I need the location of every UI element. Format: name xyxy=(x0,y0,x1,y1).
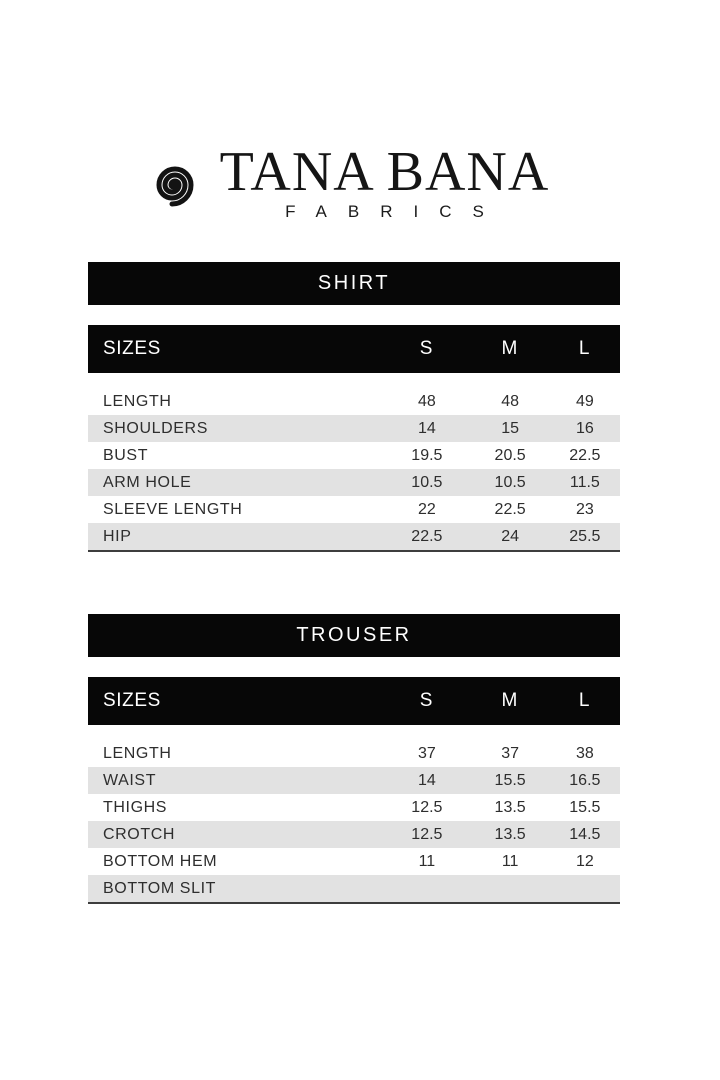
measurement-label: BOTTOM HEM xyxy=(103,852,218,870)
table-row xyxy=(88,388,620,415)
sizes-header-label: SIZES xyxy=(103,338,161,359)
table-row xyxy=(88,767,620,794)
measurement-label: SLEEVE LENGTH xyxy=(103,500,243,518)
table-row xyxy=(88,848,620,875)
brand-logo-inner xyxy=(143,141,550,222)
size-column-s: S xyxy=(419,690,434,711)
trouser-section xyxy=(88,614,620,904)
size-column-m: M xyxy=(501,338,519,359)
measurement-value: 22.5 xyxy=(494,500,526,518)
measurement-value: 38 xyxy=(575,744,594,762)
measurement-value: 25.5 xyxy=(569,527,601,545)
brand-name: TANA BANA xyxy=(219,141,550,203)
measurement-value: 10.5 xyxy=(411,473,443,491)
measurement-value: 10.5 xyxy=(494,473,526,491)
measurement-value: 24 xyxy=(501,527,520,545)
measurement-label: BUST xyxy=(103,446,149,464)
measurement-label: CROTCH xyxy=(103,825,176,843)
measurement-value: 16 xyxy=(575,419,594,437)
measurement-value: 19.5 xyxy=(411,446,443,464)
table-row xyxy=(88,821,620,848)
measurement-value: 11 xyxy=(418,852,436,870)
size-column-m: M xyxy=(501,690,519,711)
measurement-value: 13.5 xyxy=(494,825,526,843)
measurement-label: WAIST xyxy=(103,771,157,789)
sizes-header-label: SIZES xyxy=(103,690,161,711)
measurement-label: LENGTH xyxy=(103,392,172,410)
measurement-value: 37 xyxy=(417,744,436,762)
measurement-label: HIP xyxy=(103,527,132,545)
measurement-label: SHOULDERS xyxy=(103,419,208,437)
measurement-value: 22.5 xyxy=(411,527,443,545)
table-row xyxy=(88,794,620,821)
measurement-value: 12.5 xyxy=(411,825,443,843)
measurement-value: 12 xyxy=(575,852,594,870)
measurement-label: ARM HOLE xyxy=(103,473,192,491)
measurement-value: 12.5 xyxy=(411,798,443,816)
shirt-table-rows xyxy=(88,388,620,552)
table-row xyxy=(88,442,620,469)
measurement-value: 15.5 xyxy=(494,771,526,789)
trouser-table-rows xyxy=(88,740,620,904)
trouser-sizes-header xyxy=(88,677,620,725)
table-row xyxy=(88,496,620,523)
size-column-s: S xyxy=(419,338,434,359)
measurement-value: 22 xyxy=(417,500,436,518)
measurement-value: 48 xyxy=(417,392,436,410)
measurement-value: 48 xyxy=(501,392,520,410)
spiral-icon xyxy=(143,153,203,217)
shirt-table-title: SHIRT xyxy=(88,262,620,305)
measurement-value: 14.5 xyxy=(569,825,601,843)
measurement-value: 14 xyxy=(417,419,436,437)
brand-subtitle: FABRICS xyxy=(285,202,505,221)
measurement-label: LENGTH xyxy=(103,744,172,762)
trouser-table-title: TROUSER xyxy=(88,614,620,657)
table-row xyxy=(88,523,620,550)
brand-logo-text xyxy=(219,141,550,222)
table-row xyxy=(88,875,620,902)
brand-logo xyxy=(0,141,720,222)
measurement-value: 20.5 xyxy=(494,446,526,464)
table-row xyxy=(88,415,620,442)
measurement-value: 49 xyxy=(575,392,594,410)
measurement-value: 11 xyxy=(501,852,519,870)
shirt-section xyxy=(88,262,620,552)
measurement-value: 13.5 xyxy=(494,798,526,816)
size-column-l: L xyxy=(578,338,591,359)
measurement-value: 15.5 xyxy=(569,798,601,816)
measurement-label: BOTTOM SLIT xyxy=(103,879,216,897)
table-row xyxy=(88,469,620,496)
measurement-value: 23 xyxy=(575,500,594,518)
size-column-l: L xyxy=(578,690,591,711)
measurement-value: 16.5 xyxy=(569,771,601,789)
table-row xyxy=(88,740,620,767)
shirt-sizes-header xyxy=(88,325,620,373)
measurement-label: THIGHS xyxy=(103,798,168,816)
measurement-value: 11.5 xyxy=(569,473,600,491)
size-tables xyxy=(88,262,620,904)
measurement-value: 14 xyxy=(417,771,436,789)
measurement-value: 15 xyxy=(501,419,520,437)
measurement-value: 22.5 xyxy=(569,446,601,464)
measurement-value: 37 xyxy=(501,744,520,762)
